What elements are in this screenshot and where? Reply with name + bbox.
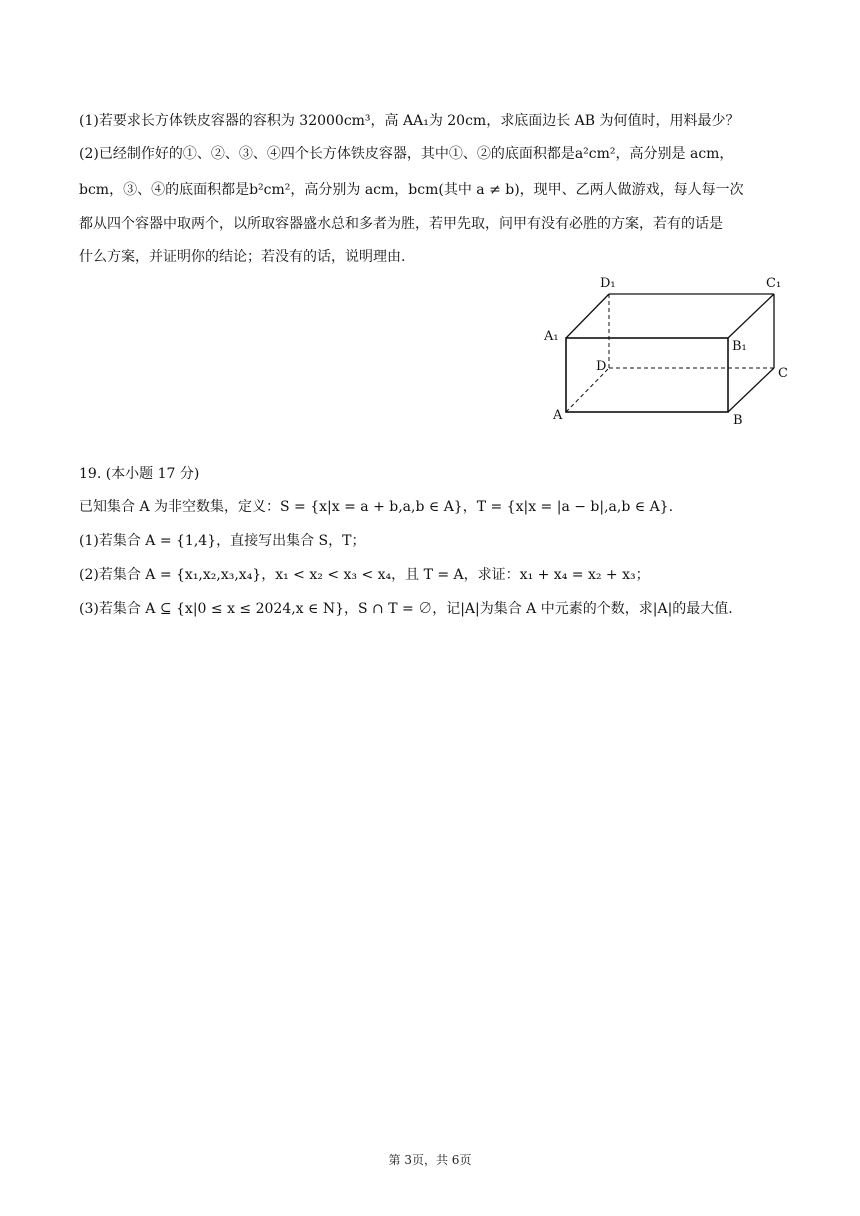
label-a1: A₁ [544, 329, 559, 344]
label-c1: C₁ [766, 276, 782, 291]
problem-18-part-1: (1)若要求长方体铁皮容器的容积为 32000cm³，高 AA₁为 20cm，求底面边长 AB 为何值时，用料最少？ [79, 113, 740, 129]
problem-18-part-2-line-2: bcm，③、④的底面积都是b²cm²，高分别为 acm，bcm(其中 a ≠ b)，现甲、乙两人做游戏，每人每一次 [79, 182, 744, 198]
cuboid-figure [536, 270, 796, 432]
edge-a1-d1 [566, 294, 609, 338]
label-b: B [733, 413, 743, 428]
label-d1: D₁ [600, 276, 616, 291]
problem-19-intro: 已知集合 A 为非空数集，定义：S = {x|x = a + b,a,b ∈ A}，T = {x|x = |a − b|,a,b ∈ A}. [79, 499, 674, 515]
problem-18-part-2-line-3: 都从四个容器中取两个，以所取容器盛水总和多者为胜，若甲先取，问甲有没有必胜的方案，若有的话是 [79, 216, 723, 232]
problem-19-part-1: (1)若集合 A = {1,4}，直接写出集合 S，T； [79, 533, 366, 549]
problem-18-part-2-line-4: 什么方案，并证明你的结论；若没有的话，说明理由. [79, 249, 406, 265]
edge-a-d-hidden [566, 368, 609, 412]
problem-18-part-2-line-1: (2)已经制作好的①、②、③、④四个长方体铁皮容器，其中①、②的底面积都是a²cm²，高分别是 acm， [79, 146, 734, 162]
problem-19-part-2: (2)若集合 A = {x₁,x₂,x₃,x₄}，x₁ < x₂ < x₃ < x₄，且 T = A，求证：x₁ + x₄ = x₂ + x₃； [79, 567, 650, 583]
front-face [566, 338, 728, 412]
problem-19-heading: 19. (本小题 17 分) [79, 466, 200, 482]
page-number: 第 3页，共 6页 [388, 1153, 472, 1167]
label-d: D [596, 359, 607, 374]
edge-b-c [728, 368, 774, 412]
label-c: C [778, 366, 788, 381]
edge-b1-c1 [728, 294, 774, 338]
label-b1: B₁ [732, 339, 747, 354]
label-a: A [553, 408, 563, 423]
problem-19-part-3: (3)若集合 A ⊆ {x|0 ≤ x ≤ 2024,x ∈ N}，S ∩ T = ∅，记|A|为集合 A 中元素的个数，求|A|的最大值. [79, 601, 733, 617]
